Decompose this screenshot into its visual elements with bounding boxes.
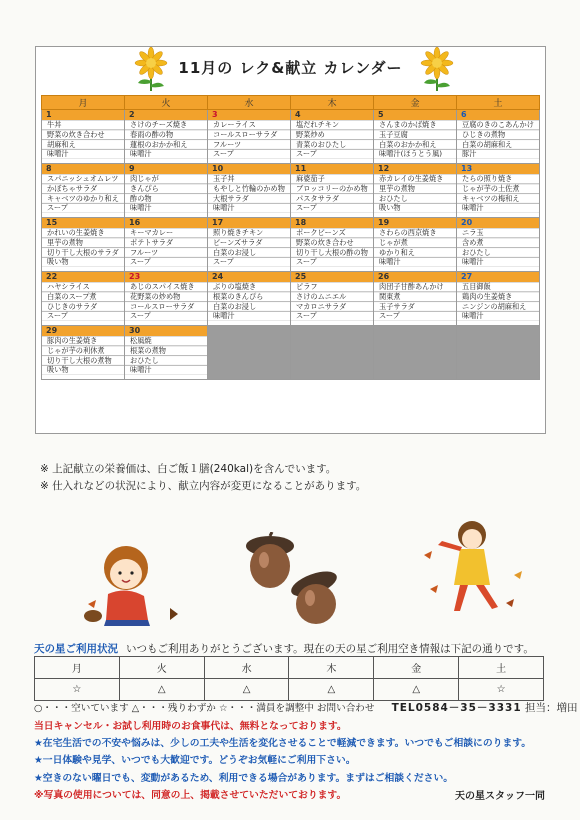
empty-day-cell: [291, 326, 374, 380]
day-cell: [208, 272, 291, 326]
day-cell: [374, 218, 457, 272]
menu-item: ニンジンの胡麻和え: [462, 301, 527, 311]
menu-list: [457, 120, 539, 159]
menu-list: [291, 228, 373, 267]
menu-list: [291, 174, 373, 213]
day-number: 9: [125, 164, 207, 174]
note-line: ※写真の使用については、同意の上、掲載させていただいております。: [34, 789, 347, 801]
menu-item: かれいの生姜焼き: [47, 228, 105, 237]
usage-day: 土: [459, 657, 544, 679]
day-number: 19: [374, 218, 456, 228]
girl-walking-illustration: [410, 515, 540, 627]
menu-list: [208, 174, 290, 213]
day-cell: [42, 326, 125, 380]
day-cell: [42, 218, 125, 272]
weekday-header: 金: [374, 96, 457, 110]
usage-table: [34, 656, 544, 701]
day-cell: [208, 218, 291, 272]
menu-item: ぶりの塩焼き: [213, 282, 257, 291]
menu-item: 根菜の煮物: [130, 345, 166, 355]
phone-number: TEL0584－35－3331: [391, 702, 522, 714]
menu-list: [42, 120, 124, 159]
menu-item: あじのスパイス焼き: [130, 282, 195, 291]
menu-item: 白菜のおかか和え: [379, 139, 437, 149]
day-number: 5: [374, 110, 456, 120]
day-number: 17: [208, 218, 290, 228]
day-number: 18: [291, 218, 373, 228]
menu-item: スープ: [130, 257, 151, 267]
note-line: ★空きのない曜日でも、変動があるため、利用できる場合があります。まずはご相談ください。: [34, 772, 454, 784]
day-number: 22: [42, 272, 124, 282]
menu-list: [42, 336, 124, 375]
day-number: 24: [208, 272, 290, 282]
empty-day-cell: [457, 326, 540, 380]
menu-list: [125, 282, 207, 321]
usage-message: いつもご利用ありがとうございます。現在の天の星ご利用空き情報は下記の通りです。: [126, 643, 534, 655]
menu-item: 味噌汁: [462, 311, 484, 321]
menu-item: 赤カレイの生姜焼き: [379, 174, 444, 183]
day-number: 29: [42, 326, 124, 336]
menu-item: 春雨の酢の物: [130, 129, 174, 139]
usage-day: 木: [289, 657, 374, 679]
menu-item: おひたし: [379, 193, 408, 203]
menu-item: 野菜の炊き合わせ: [47, 129, 105, 139]
menu-item: スープ: [296, 311, 317, 321]
menu-list: [374, 174, 456, 213]
menu-item: 豆腐のきのこあんかけ: [462, 120, 534, 129]
menu-item: 塩だれチキン: [296, 120, 340, 129]
menu-item: 味噌汁: [213, 203, 235, 213]
menu-item: コールスローサラダ: [213, 129, 278, 139]
menu-item: 味噌汁: [379, 257, 401, 267]
menu-item: 味噌汁: [462, 257, 484, 267]
menu-item: ビーンズサラダ: [213, 237, 263, 247]
menu-item: 味噌汁: [462, 203, 484, 213]
menu-item: 里芋の煮物: [379, 183, 415, 193]
menu-list: [42, 282, 124, 321]
menu-notes: [40, 461, 366, 495]
note-line: ※ 上記献立の栄養価は、白ご飯１膳(240kal)を含んでいます。: [40, 463, 337, 475]
calendar-week-row: [42, 110, 540, 164]
menu-item: フルーツ: [213, 139, 242, 149]
menu-item: キャベツの梅和え: [462, 193, 520, 203]
menu-list: [457, 228, 539, 267]
menu-item: もやしと竹輪のかめ物: [213, 183, 285, 193]
menu-item: 肉じゃが: [130, 174, 159, 183]
usage-day: 水: [204, 657, 289, 679]
menu-item: さけのチーズ焼き: [130, 120, 188, 129]
weekday-header: 火: [125, 96, 208, 110]
menu-item: 五目御飯: [462, 282, 491, 291]
menu-item: ひじきのサラダ: [47, 301, 98, 311]
note-line: ※ 仕入れなどの状況により、献立内容が変更になることがあります。: [40, 480, 367, 492]
menu-item: 肉団子甘酢あんかけ: [379, 282, 444, 291]
menu-item: 味噌汁: [130, 365, 152, 375]
menu-item: ゆかり和え: [379, 247, 415, 257]
menu-list: [125, 120, 207, 159]
calendar-title: 11月の レク&献立 カレンダー: [178, 59, 403, 77]
usage-mark: ☆: [35, 679, 120, 701]
day-cell: [457, 164, 540, 218]
usage-mark: △: [119, 679, 204, 701]
menu-item: 切り干し大根のサラダ: [47, 247, 119, 257]
day-number: 15: [42, 218, 124, 228]
usage-label: 天の星ご利用状況: [34, 643, 118, 655]
menu-item: スープ: [379, 311, 400, 321]
acorn-illustration: [236, 532, 346, 626]
menu-list: [125, 228, 207, 267]
menu-item: カレーライス: [213, 120, 256, 129]
weekday-header: 月: [42, 96, 125, 110]
day-number: 13: [457, 164, 539, 174]
menu-list: [208, 228, 290, 267]
menu-item: 含め煮: [462, 237, 484, 247]
menu-list: [291, 282, 373, 321]
day-cell: [457, 272, 540, 326]
menu-list: [291, 120, 373, 159]
menu-item: 花野菜の炒め物: [130, 291, 181, 301]
weekday-header: 木: [291, 96, 374, 110]
menu-item: 大根サラダ: [213, 193, 249, 203]
menu-item: 白菜の胡麻和え: [462, 139, 513, 149]
day-number: 3: [208, 110, 290, 120]
menu-item: 玉子丼: [213, 174, 235, 183]
day-cell: [125, 272, 208, 326]
day-number: 4: [291, 110, 373, 120]
menu-item: さけのムニエル: [296, 291, 347, 301]
menu-item: 吸い物: [47, 257, 69, 267]
menu-item: キャベツのゆかり和え: [47, 193, 119, 203]
menu-item: 豚肉の生姜焼き: [47, 336, 98, 345]
menu-item: 味噌汁: [47, 149, 69, 159]
day-cell: [125, 164, 208, 218]
menu-item: 青菜のおひたし: [296, 139, 347, 149]
menu-list: [457, 174, 539, 213]
menu-item: キーマカレー: [130, 228, 174, 237]
menu-item: 牛丼: [47, 120, 62, 129]
menu-list: [374, 282, 456, 321]
day-cell: [291, 110, 374, 164]
menu-list: [125, 174, 207, 213]
contact-person: 担当：増田: [525, 702, 578, 714]
menu-item: スープ: [296, 203, 317, 213]
day-number: 30: [125, 326, 207, 336]
menu-item: スープ: [47, 311, 68, 321]
menu-item: 味噌汁: [130, 203, 152, 213]
day-cell: [457, 110, 540, 164]
menu-item: 麻婆茄子: [296, 174, 325, 183]
menu-item: コールスローサラダ: [130, 301, 195, 311]
menu-item: スパニッシュオムレツ: [47, 174, 119, 183]
day-number: 12: [374, 164, 456, 174]
menu-item: 玉子豆腐: [379, 129, 408, 139]
menu-list: [208, 120, 290, 159]
calendar-card: [35, 46, 546, 434]
day-cell: [125, 110, 208, 164]
menu-item: 玉子サラダ: [379, 301, 415, 311]
menu-item: ポテトサラダ: [130, 237, 174, 247]
day-number: 11: [291, 164, 373, 174]
menu-item: じゃが芋の利休煮: [47, 345, 105, 355]
menu-item: じゃが煮: [379, 237, 408, 247]
day-cell: [42, 110, 125, 164]
menu-list: [374, 228, 456, 267]
day-cell: [125, 326, 208, 380]
menu-item: ブロッコリーのかめ物: [296, 183, 368, 193]
day-cell: [291, 164, 374, 218]
menu-item: ピラフ: [296, 282, 318, 291]
day-number: 8: [42, 164, 124, 174]
weekday-header: 水: [208, 96, 291, 110]
day-cell: [374, 164, 457, 218]
menu-item: さんまのかば焼き: [379, 120, 437, 129]
availability-legend: [34, 700, 578, 715]
child-illustration: [78, 538, 188, 630]
menu-item: スープ: [213, 149, 234, 159]
menu-item: じゃが芋の土佐煮: [462, 183, 520, 193]
day-number: 2: [125, 110, 207, 120]
menu-item: おひたし: [462, 247, 491, 257]
menu-item: マカロニサラダ: [296, 301, 347, 311]
weekday-header: 土: [457, 96, 540, 110]
menu-item: 白菜のお浸し: [213, 247, 257, 257]
day-cell: [374, 110, 457, 164]
calendar-week-row: [42, 164, 540, 218]
menu-item: ポークビーンズ: [296, 228, 346, 237]
menu-item: 切り干し大根の煮物: [47, 355, 112, 365]
calendar-week-row: [42, 272, 540, 326]
menu-item: 根菜のきんぴら: [213, 291, 264, 301]
day-cell: [42, 272, 125, 326]
menu-item: おひたし: [130, 355, 159, 365]
usage-mark: △: [289, 679, 374, 701]
menu-item: スープ: [213, 257, 234, 267]
staff-signature: 天の星スタッフ一同: [455, 791, 545, 802]
day-cell: [125, 218, 208, 272]
menu-item: 松風焼: [130, 336, 152, 345]
menu-item: 鶏肉の生姜焼き: [462, 291, 513, 301]
day-number: 10: [208, 164, 290, 174]
menu-item: 関東煮: [379, 291, 401, 301]
day-cell: [291, 218, 374, 272]
usage-mark: ☆: [459, 679, 544, 701]
menu-item: スープ: [296, 149, 317, 159]
usage-day: 月: [35, 657, 120, 679]
day-number: 6: [457, 110, 539, 120]
day-number: 1: [42, 110, 124, 120]
menu-item: 胡麻和え: [47, 139, 76, 149]
day-number: 26: [374, 272, 456, 282]
day-number: 16: [125, 218, 207, 228]
menu-item: きんぴら: [130, 183, 159, 193]
day-cell: [208, 164, 291, 218]
legend-text: ○・・・空いています △・・・残りわずか ☆・・・満員を調整中 お問い合わせ: [34, 703, 375, 714]
usage-day: 火: [119, 657, 204, 679]
menu-item: 白菜のお浸し: [213, 301, 257, 311]
menu-list: [374, 120, 456, 159]
menu-list: [42, 228, 124, 267]
calendar-grid: [41, 95, 540, 380]
day-number: 27: [457, 272, 539, 282]
menu-item: 味噌汁: [213, 311, 235, 321]
chrysanthemum-icon: [418, 47, 456, 93]
day-cell: [374, 272, 457, 326]
menu-item: さわらの西京焼き: [379, 228, 437, 237]
menu-item: 蓮根のおかか和え: [130, 139, 188, 149]
menu-item: たらの照り焼き: [462, 174, 513, 183]
menu-item: 野菜炒め: [296, 129, 325, 139]
calendar-week-row: [42, 218, 540, 272]
menu-item: ニラ玉: [462, 228, 484, 237]
menu-item: スープ: [296, 257, 317, 267]
day-number: 23: [125, 272, 207, 282]
empty-day-cell: [374, 326, 457, 380]
note-line: ★在宅生活での不安や悩みは、少しの工夫や生活を変化させることで軽減できます。いつでもご相談にのります。: [34, 738, 532, 750]
menu-list: [42, 174, 124, 213]
usage-mark: △: [204, 679, 289, 701]
day-cell: [457, 218, 540, 272]
menu-item: 味噌汁: [130, 149, 152, 159]
day-cell: [208, 110, 291, 164]
usage-day: 金: [374, 657, 459, 679]
menu-item: 里芋の煮物: [47, 237, 83, 247]
usage-mark: △: [374, 679, 459, 701]
menu-item: スープ: [130, 311, 151, 321]
menu-item: パスタサラダ: [296, 193, 340, 203]
empty-day-cell: [208, 326, 291, 380]
menu-item: フルーツ: [130, 247, 159, 257]
menu-item: 切り干し大根の酢の物: [296, 247, 368, 257]
day-cell: [291, 272, 374, 326]
menu-list: [125, 336, 207, 375]
day-number: 25: [291, 272, 373, 282]
day-cell: [42, 164, 125, 218]
usage-header: [34, 641, 534, 656]
menu-item: スープ: [47, 203, 68, 213]
menu-list: [208, 282, 290, 321]
menu-item: 吸い物: [379, 203, 401, 213]
menu-item: ひじきの煮物: [462, 129, 506, 139]
menu-item: 白菜のスープ煮: [47, 291, 97, 301]
calendar-week-row: [42, 326, 540, 380]
menu-item: 吸い物: [47, 365, 69, 375]
menu-item: かぼちゃサラダ: [47, 183, 98, 193]
menu-item: 豚汁: [462, 149, 477, 159]
menu-item: 酢の物: [130, 193, 152, 203]
menu-item: 照り焼きチキン: [213, 228, 264, 237]
note-line: ★一日体験や見学、いつでも大歓迎です。どうぞお気軽にご利用下さい。: [34, 755, 356, 767]
menu-item: 野菜の炊き合わせ: [296, 237, 354, 247]
menu-item: ハヤシライス: [47, 282, 90, 291]
note-line: 当日キャンセル・お試し利用時のお食事代は、無料となっております。: [34, 721, 347, 732]
menu-list: [457, 282, 539, 321]
day-number: 20: [457, 218, 539, 228]
menu-item: 味噌汁(ほうとう風): [379, 149, 443, 159]
